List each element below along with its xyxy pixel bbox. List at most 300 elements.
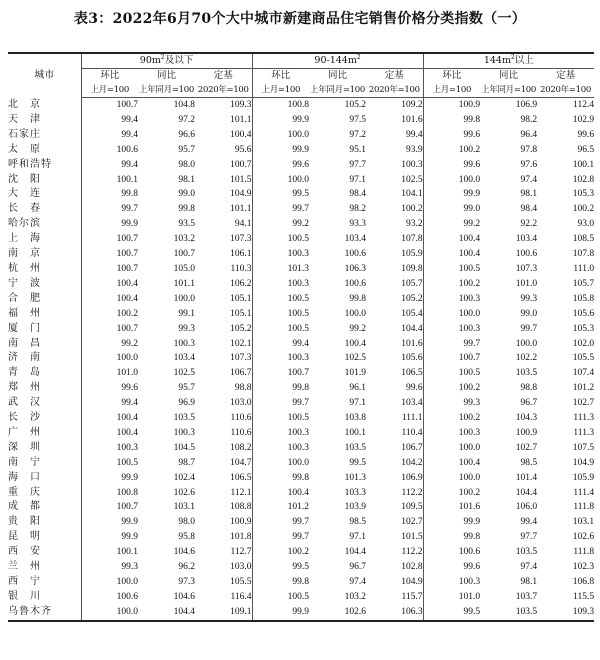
index-value-cell: 112.2 <box>401 487 423 498</box>
index-value-cell: 105.8 <box>572 293 595 304</box>
index-value-cell: 98.8 <box>520 383 538 394</box>
index-value-cell: 101.3 <box>252 262 309 277</box>
table-row <box>8 128 594 143</box>
index-value-cell: 106.3 <box>366 605 423 621</box>
index-value-cell: 100.2 <box>423 486 480 501</box>
index-value-cell: 100.3 <box>252 426 309 441</box>
sub-header-base: 定基 <box>556 70 576 81</box>
index-value-cell: 99.8 <box>252 575 309 590</box>
table-row <box>8 560 594 575</box>
index-value-cell: 102.5 <box>401 174 423 185</box>
index-value-cell: 99.4 <box>81 128 138 143</box>
sub-header-mom: 环比 <box>252 69 309 84</box>
index-value-cell: 100.4 <box>423 456 480 471</box>
index-value-cell: 100.3 <box>173 338 195 349</box>
index-value-cell: 106.5 <box>401 368 423 379</box>
index-value-cell: 105.4 <box>401 308 423 319</box>
index-value-cell: 96.1 <box>349 383 367 394</box>
index-value-cell: 105.7 <box>572 278 595 289</box>
index-value-cell: 95.8 <box>178 532 195 543</box>
index-value-cell: 105.5 <box>230 577 252 587</box>
index-value-cell: 100.1 <box>572 159 595 170</box>
index-value-cell: 100.2 <box>423 277 480 292</box>
base-label-yoy: 上年同月=100 <box>309 83 366 98</box>
table-row <box>8 173 594 188</box>
table-row <box>8 530 594 545</box>
table-row <box>8 605 594 621</box>
index-value-cell: 99.4 <box>520 517 538 528</box>
index-value-cell: 99.4 <box>252 337 309 352</box>
sub-header-yoy: 同比 <box>156 70 176 81</box>
index-value-cell: 105.9 <box>401 249 423 260</box>
index-value-cell: 99.9 <box>252 113 309 128</box>
index-value-cell: 104.6 <box>173 547 195 558</box>
index-value-cell: 100.0 <box>173 293 195 304</box>
index-value-cell: 99.8 <box>252 381 309 396</box>
index-value-cell: 105.3 <box>572 189 595 200</box>
index-value-cell: 104.9 <box>230 189 252 200</box>
sub-header-yoy: 同比 <box>328 70 348 81</box>
index-value-cell: 100.0 <box>252 128 309 143</box>
index-value-cell: 103.4 <box>173 353 195 364</box>
index-value-cell: 100.6 <box>81 143 138 158</box>
index-value-cell: 116.4 <box>230 591 252 602</box>
index-value-cell: 100.4 <box>423 247 480 262</box>
index-value-cell: 109.3 <box>537 605 594 621</box>
index-value-cell: 111.8 <box>573 547 595 558</box>
table-row <box>8 262 594 277</box>
index-value-cell: 99.9 <box>252 143 309 158</box>
index-value-cell: 104.9 <box>572 457 595 468</box>
index-value-cell: 96.9 <box>178 398 195 409</box>
index-value-cell: 100.7 <box>81 322 138 337</box>
index-value-cell: 106.8 <box>572 577 595 587</box>
city-name-cell: 厦 门 <box>8 322 41 334</box>
index-value-cell: 97.2 <box>349 129 367 140</box>
index-value-cell: 96.7 <box>349 562 367 573</box>
index-value-cell: 104.4 <box>401 323 423 334</box>
index-value-cell: 97.7 <box>520 532 538 543</box>
index-value-cell: 102.7 <box>572 398 595 409</box>
index-value-cell: 99.6 <box>252 158 309 173</box>
index-value-cell: 102.8 <box>572 174 595 185</box>
index-value-cell: 101.1 <box>173 278 195 289</box>
index-value-cell: 101.8 <box>230 532 252 543</box>
index-value-cell: 103.0 <box>230 398 252 409</box>
index-value-cell: 99.9 <box>423 515 480 530</box>
index-value-cell: 100.0 <box>423 173 480 188</box>
index-value-cell: 101.0 <box>515 278 538 289</box>
index-value-cell: 104.4 <box>138 605 195 621</box>
index-value-cell: 110.6 <box>230 413 252 424</box>
index-value-cell: 110.3 <box>230 263 252 274</box>
index-value-cell: 100.4 <box>81 411 138 426</box>
city-name-cell: 昆 明 <box>8 531 41 543</box>
city-name-cell: 成 都 <box>8 501 41 513</box>
index-value-cell: 99.9 <box>423 187 480 202</box>
index-value-cell: 100.3 <box>423 292 480 307</box>
index-value-cell: 99.8 <box>252 471 309 486</box>
index-value-cell: 111.3 <box>573 413 595 424</box>
index-value-cell: 103.7 <box>515 591 538 602</box>
index-value-cell: 105.2 <box>344 100 367 110</box>
index-value-cell: 104.4 <box>515 487 538 498</box>
index-value-cell: 97.4 <box>520 174 538 185</box>
index-value-cell: 103.5 <box>344 442 367 453</box>
index-value-cell: 103.9 <box>344 502 367 513</box>
index-value-cell: 99.8 <box>349 293 367 304</box>
base-label-base: 2020年=100 <box>537 83 594 98</box>
index-value-cell: 105.5 <box>572 353 595 364</box>
index-value-cell: 115.7 <box>401 591 423 602</box>
index-value-cell: 111.1 <box>401 413 423 424</box>
index-value-cell: 102.0 <box>572 338 595 349</box>
table-row <box>8 396 594 411</box>
index-value-cell: 98.1 <box>520 577 538 587</box>
index-value-cell: 99.6 <box>423 158 480 173</box>
index-value-cell: 99.4 <box>81 396 138 411</box>
city-name-cell: 海 口 <box>8 471 41 483</box>
index-value-cell: 100.6 <box>515 249 538 260</box>
index-value-cell: 106.9 <box>515 100 538 110</box>
index-value-cell: 100.5 <box>252 590 309 605</box>
index-value-cell: 106.5 <box>230 472 252 483</box>
base-label-base: 2020年=100 <box>195 83 252 98</box>
index-value-cell: 99.5 <box>252 187 309 202</box>
index-value-cell: 98.2 <box>349 204 367 215</box>
index-value-cell: 100.6 <box>344 278 367 289</box>
index-value-cell: 93.5 <box>178 219 195 230</box>
city-name-cell: 沈 阳 <box>8 173 41 185</box>
index-value-cell: 100.2 <box>81 307 138 322</box>
index-value-cell: 102.5 <box>173 368 195 379</box>
index-value-cell: 99.3 <box>520 293 538 304</box>
index-value-cell: 99.6 <box>405 383 423 394</box>
index-value-cell: 99.3 <box>423 396 480 411</box>
index-value-cell: 99.5 <box>252 560 309 575</box>
index-value-cell: 102.7 <box>401 517 423 528</box>
index-value-cell: 111.8 <box>573 502 595 513</box>
index-value-cell: 107.8 <box>572 249 595 260</box>
index-value-cell: 93.9 <box>405 144 423 155</box>
index-value-cell: 103.1 <box>572 517 595 528</box>
index-value-cell: 107.5 <box>572 442 595 453</box>
index-value-cell: 105.0 <box>173 263 195 274</box>
table-row <box>8 337 594 352</box>
index-value-cell: 100.0 <box>252 456 309 471</box>
index-value-cell: 101.1 <box>230 114 252 125</box>
index-value-cell: 100.2 <box>401 204 423 215</box>
index-value-cell: 101.3 <box>344 472 367 483</box>
index-value-cell: 96.6 <box>178 129 195 140</box>
index-value-cell: 100.2 <box>423 381 480 396</box>
table-row <box>8 486 594 501</box>
index-value-cell: 103.5 <box>515 547 538 558</box>
index-value-cell: 100.3 <box>81 441 138 456</box>
index-value-cell: 94.1 <box>234 219 252 230</box>
index-value-cell: 99.7 <box>423 337 480 352</box>
city-name-cell: 武 汉 <box>8 397 41 409</box>
index-value-cell: 108.8 <box>230 502 252 513</box>
table-row <box>8 366 594 381</box>
index-value-cell: 101.6 <box>401 114 423 125</box>
index-value-cell: 105.2 <box>401 293 423 304</box>
table-row <box>8 202 594 217</box>
index-value-cell: 99.4 <box>405 129 423 140</box>
index-value-cell: 107.3 <box>230 234 252 245</box>
index-value-cell: 109.3 <box>230 100 252 110</box>
city-name-cell: 南 昌 <box>8 337 41 349</box>
index-value-cell: 99.0 <box>423 202 480 217</box>
index-value-cell: 97.4 <box>349 577 367 587</box>
index-value-cell: 101.0 <box>81 366 138 381</box>
index-value-cell: 98.1 <box>520 189 538 200</box>
index-value-cell: 99.2 <box>423 217 480 232</box>
city-name-cell: 杭 州 <box>8 262 41 274</box>
table-row <box>8 351 594 366</box>
index-value-cell: 100.3 <box>252 247 309 262</box>
index-value-cell: 106.3 <box>344 263 367 274</box>
index-value-cell: 99.8 <box>178 204 195 215</box>
table-title: 表3：2022年6月70个大中城市新建商品住宅销售价格分类指数（一） <box>73 11 527 27</box>
index-value-cell: 100.0 <box>423 307 480 322</box>
index-value-cell: 111.3 <box>573 427 595 438</box>
index-value-cell: 100.7 <box>230 159 252 170</box>
index-value-cell: 101.5 <box>401 532 423 543</box>
index-value-cell: 99.0 <box>178 189 195 200</box>
index-value-cell: 93.0 <box>577 219 595 230</box>
index-value-cell: 105.9 <box>572 472 595 483</box>
city-name-cell: 宁 波 <box>8 277 41 289</box>
index-value-cell: 100.7 <box>81 500 138 515</box>
index-value-cell: 100.5 <box>252 292 309 307</box>
index-value-cell: 99.3 <box>178 323 195 334</box>
index-value-cell: 105.6 <box>401 353 423 364</box>
index-value-cell: 103.3 <box>344 487 367 498</box>
table-row <box>8 515 594 530</box>
index-value-cell: 96.2 <box>178 562 195 573</box>
city-name-cell: 重 庆 <box>8 486 41 498</box>
index-value-cell: 100.5 <box>252 307 309 322</box>
base-label-yoy: 上年同月=100 <box>480 83 537 98</box>
table-row <box>8 217 594 232</box>
index-value-cell: 104.5 <box>173 442 195 453</box>
index-value-cell: 100.6 <box>81 590 138 605</box>
table-row <box>8 292 594 307</box>
index-value-cell: 99.1 <box>178 308 195 319</box>
index-value-cell: 104.1 <box>401 189 423 200</box>
city-name-cell: 西 安 <box>8 546 41 558</box>
city-name-cell: 上 海 <box>8 233 41 245</box>
index-value-cell: 98.0 <box>178 517 195 528</box>
index-value-cell: 105.1 <box>230 293 252 304</box>
index-value-cell: 100.8 <box>81 486 138 501</box>
index-value-cell: 109.2 <box>401 100 423 110</box>
index-value-cell: 99.6 <box>81 381 138 396</box>
index-value-cell: 99.7 <box>81 202 138 217</box>
table-row <box>8 247 594 262</box>
index-value-cell: 108.5 <box>572 234 595 245</box>
index-value-cell: 95.6 <box>234 144 252 155</box>
index-value-cell: 93.2 <box>405 219 423 230</box>
index-value-cell: 99.5 <box>423 605 480 621</box>
index-value-cell: 99.8 <box>423 113 480 128</box>
table-row <box>8 456 594 471</box>
index-value-cell: 99.2 <box>81 337 138 352</box>
index-value-cell: 101.5 <box>230 174 252 185</box>
table-row <box>8 471 594 486</box>
index-value-cell: 103.2 <box>173 234 195 245</box>
index-value-cell: 107.8 <box>401 234 423 245</box>
index-value-cell: 99.7 <box>252 202 309 217</box>
index-value-cell: 99.8 <box>423 530 480 545</box>
city-name-cell: 兰 州 <box>8 561 41 573</box>
base-label-mom: 上月=100 <box>423 83 480 98</box>
index-value-cell: 106.1 <box>230 249 252 260</box>
table-row <box>8 381 594 396</box>
index-value-cell: 100.9 <box>230 517 252 528</box>
index-value-cell: 99.7 <box>252 530 309 545</box>
table-row <box>8 426 594 441</box>
sub-header-yoy: 同比 <box>499 70 519 81</box>
index-value-cell: 103.4 <box>515 234 538 245</box>
index-value-cell: 100.5 <box>252 411 309 426</box>
index-value-cell: 101.6 <box>401 338 423 349</box>
index-value-cell: 103.5 <box>173 413 195 424</box>
city-name-cell: 哈尔滨 <box>8 218 41 230</box>
table-row <box>8 98 594 113</box>
index-value-cell: 102.2 <box>515 353 538 364</box>
index-value-cell: 100.5 <box>423 366 480 381</box>
base-label-base: 2020年=100 <box>366 83 423 98</box>
index-value-cell: 99.0 <box>520 308 538 319</box>
index-value-cell: 107.4 <box>572 368 595 379</box>
index-value-cell: 99.9 <box>81 515 138 530</box>
index-value-cell: 108.2 <box>230 442 252 453</box>
index-value-cell: 112.4 <box>573 100 595 110</box>
index-value-cell: 100.3 <box>401 159 423 170</box>
index-value-cell: 100.7 <box>81 262 138 277</box>
index-value-cell: 99.7 <box>252 396 309 411</box>
index-value-cell: 98.1 <box>178 174 195 185</box>
city-name-cell: 深 圳 <box>8 441 41 453</box>
index-value-cell: 100.2 <box>252 545 309 560</box>
index-value-cell: 100.9 <box>423 98 480 113</box>
index-value-cell: 100.7 <box>81 232 138 247</box>
index-value-cell: 99.6 <box>577 129 595 140</box>
index-value-cell: 92.2 <box>520 219 538 230</box>
index-value-cell: 115.5 <box>573 591 595 602</box>
index-value-cell: 105.6 <box>572 308 595 319</box>
index-value-cell: 100.7 <box>252 366 309 381</box>
index-value-cell: 104.9 <box>401 577 423 587</box>
index-value-cell: 95.7 <box>178 144 195 155</box>
table-row <box>8 277 594 292</box>
table-row <box>8 143 594 158</box>
table-row <box>8 545 594 560</box>
index-value-cell: 101.1 <box>230 204 252 215</box>
city-name-cell: 南 京 <box>8 248 41 260</box>
table-row <box>8 187 594 202</box>
index-value-cell: 95.1 <box>349 144 367 155</box>
base-label-mom: 上月=100 <box>81 83 138 98</box>
index-value-cell: 100.2 <box>423 143 480 158</box>
index-value-cell: 100.5 <box>252 322 309 337</box>
index-value-cell: 100.0 <box>423 441 480 456</box>
index-value-cell: 100.7 <box>173 249 195 260</box>
index-value-cell: 106.9 <box>401 472 423 483</box>
index-value-cell: 100.0 <box>81 351 138 366</box>
index-value-cell: 100.8 <box>252 98 309 113</box>
index-value-cell: 100.3 <box>423 322 480 337</box>
index-value-cell: 101.0 <box>423 590 480 605</box>
index-value-cell: 103.5 <box>515 368 538 379</box>
index-value-cell: 112.2 <box>401 547 423 558</box>
index-value-cell: 109.1 <box>195 605 252 621</box>
index-value-cell: 99.2 <box>349 323 367 334</box>
index-value-cell: 99.5 <box>349 457 367 468</box>
index-value-cell: 97.1 <box>349 532 367 543</box>
index-value-cell: 99.7 <box>520 323 538 334</box>
city-name-cell: 银 川 <box>8 590 41 602</box>
index-value-cell: 99.8 <box>81 187 138 202</box>
index-value-cell: 104.8 <box>173 100 195 110</box>
index-value-cell: 99.9 <box>81 530 138 545</box>
base-label-yoy: 上年同月=100 <box>138 83 195 98</box>
index-value-cell: 100.2 <box>423 411 480 426</box>
index-value-cell: 100.6 <box>423 545 480 560</box>
index-value-cell: 100.3 <box>423 426 480 441</box>
index-value-cell: 100.2 <box>572 204 595 215</box>
index-value-cell: 100.4 <box>81 277 138 292</box>
city-name-cell: 长 春 <box>8 203 41 215</box>
index-value-cell: 101.2 <box>252 500 309 515</box>
index-value-cell: 100.0 <box>423 471 480 486</box>
index-value-cell: 99.4 <box>81 113 138 128</box>
index-value-cell: 105.1 <box>230 308 252 319</box>
index-value-cell: 103.0 <box>230 562 252 573</box>
index-value-cell: 102.1 <box>230 338 252 349</box>
index-value-cell: 102.5 <box>344 353 367 364</box>
table-body <box>8 98 594 621</box>
index-value-cell: 110.6 <box>230 427 252 438</box>
table-row <box>8 232 594 247</box>
index-value-cell: 107.3 <box>230 353 252 364</box>
index-value-cell: 105.7 <box>401 278 423 289</box>
city-name-cell: 贵 阳 <box>8 516 41 528</box>
index-value-cell: 103.5 <box>480 605 537 621</box>
index-value-cell: 102.7 <box>515 442 538 453</box>
index-value-cell: 97.1 <box>349 174 367 185</box>
table-row <box>8 441 594 456</box>
index-value-cell: 100.1 <box>344 427 367 438</box>
price-index-table <box>8 52 594 622</box>
group-header-small: $90m^2$及以下 <box>81 53 252 69</box>
city-name-cell: 西 宁 <box>8 576 41 587</box>
index-value-cell: 99.6 <box>423 560 480 575</box>
index-value-cell: 98.8 <box>234 383 252 394</box>
city-name-cell: 合 肥 <box>8 292 41 304</box>
index-value-cell: 112.1 <box>230 487 252 498</box>
index-value-cell: 111.4 <box>573 487 595 498</box>
index-value-cell: 109.5 <box>401 502 423 513</box>
index-value-cell: 102.6 <box>572 532 595 543</box>
index-value-cell: 98.4 <box>349 189 367 200</box>
index-value-cell: 93.3 <box>349 219 367 230</box>
index-value-cell: 102.9 <box>572 114 595 125</box>
index-value-cell: 99.4 <box>81 158 138 173</box>
index-value-cell: 102.6 <box>173 487 195 498</box>
